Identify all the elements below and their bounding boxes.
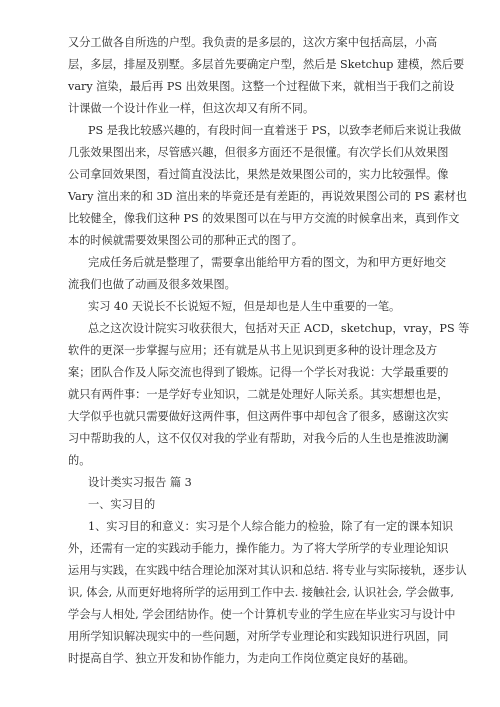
text-line: 总之这次设计院实习收获很大，包括对天正 ACD，sketchup，vray，PS 等 <box>88 322 470 335</box>
text-line: Vary 渲出来的和 3D 渲出来的毕竟还是有差距的，再说效果图公司的 PS 素材也 <box>68 190 467 203</box>
text-line: 流我们也做了动画及很多效果图。 <box>68 278 236 291</box>
text-line: 实习 40 天说长不长说短不短，但是却也是人生中重要的一笔。 <box>88 300 401 313</box>
text-line: 时提高自学、独立开发和协作能力，为走向工作岗位奠定良好的基础。 <box>68 652 415 665</box>
paragraph <box>0 516 500 670</box>
text-line: 的。 <box>68 454 91 467</box>
text-line: 用所学知识解决现实中的一些问题，对所学专业理论和实践知识进行巩固，同 <box>68 630 449 643</box>
text-line: 1、实习目的和意义：实习是个人综合能力的检验，除了有一定的课本知识 <box>88 520 454 533</box>
section-heading: 设计类实习报告 篇 3 <box>88 476 192 489</box>
text-line: 大学似乎也就只需要做好这两件事，但这两件事中却包含了很多，感谢这次实 <box>68 410 449 423</box>
text-line: 习中帮助我的人，这不仅仅对我的学业有帮助，对我今后的人生也是推波助澜 <box>68 432 449 445</box>
text-line: 案；团队合作及人际交流也得到了锻炼。记得一个学长对我说：大学最重要的 <box>68 366 449 379</box>
text-line: 比较健全，像我们这种 PS 的效果图可以在与甲方交流的时候拿出来，真到作文 <box>68 212 460 225</box>
text-line: 本的时候就需要效果图公司的那种正式的图了。 <box>68 234 303 247</box>
text-line: 软件的更深一步掌握与应用；还有就是从书上见识到更多种的设计理念及方 <box>68 344 438 357</box>
text-line: 外，还需有一定的实践动手能力，操作能力。为了将大学所学的专业理论知识 <box>68 542 449 555</box>
text-line: 识, 体会, 从而更好地将所学的运用到工作中去. 接触社会, 认识社会, 学会做事, <box>68 586 454 599</box>
paragraph <box>0 318 500 472</box>
text-line: PS 是我比较感兴趣的，有段时间一直着迷于 PS，以致李老师后来说让我做 <box>88 124 462 137</box>
paragraph <box>0 32 500 120</box>
text-line: 学会与人相处, 学会团结协作。使一个计算机专业的学生应在毕业实习与设计中 <box>68 608 456 621</box>
paragraph <box>0 120 500 252</box>
text-line: 公司拿回效果图，看过简直没法比，果然是效果图公司的，实力比较强悍。像 <box>68 168 449 181</box>
text-line: 完成任务后就是整理了，需要拿出能给甲方看的图文，为和甲方更好地交 <box>88 256 447 269</box>
text-line: 就只有两件事：一是学好专业知识，二就是处理好人际关系。其实想想也是， <box>68 388 449 401</box>
text-line: 几张效果图出来，尽管感兴趣，但很多方面还不是很懂。有次学长们从效果图 <box>68 146 449 159</box>
section-heading: 一、实习目的 <box>88 498 156 511</box>
text-line: 运用与实践，在实践中结合理论加深对其认识和总结. 将专业与实际接轨，逐步认 <box>68 564 467 577</box>
paragraph <box>0 252 500 296</box>
text-line: 层，多层，排屋及别墅。多层首先要确定户型，然后是 Sketchup 建模，然后要 <box>68 58 465 71</box>
text-line: vary 渲染，最后再 PS 出效果图。这整一个过程做下来，就相当于我们之前设 <box>68 80 455 93</box>
text-line: 又分工做各自所选的户型。我负责的是多层的，这次方案中包括高层，小高 <box>68 36 438 49</box>
paragraph <box>0 296 500 318</box>
text-line: 计课做一个设计作业一样，但这次却又有所不同。 <box>68 102 315 115</box>
